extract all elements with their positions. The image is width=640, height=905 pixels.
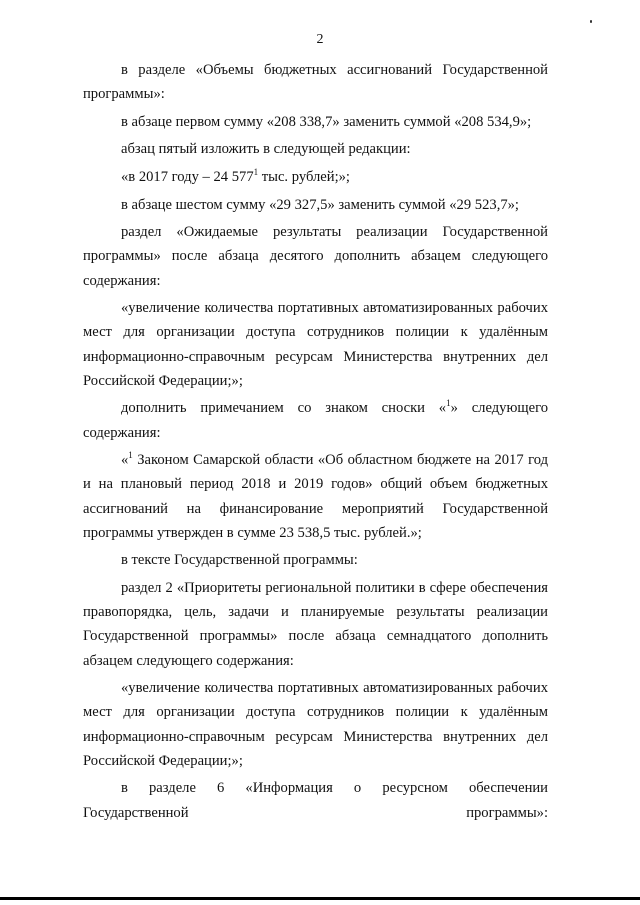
paragraph-text: раздел «Ожидаемые результаты реализации Государственной программы» после абзаца десятого дополнить абзацем следующего содержания: bbox=[83, 224, 548, 289]
paragraph-text: » следующего содержания: bbox=[83, 400, 549, 441]
paragraph-fifth-new-edition bbox=[83, 137, 548, 161]
paragraph-text: «увеличение количества портативных автоматизированных рабочих мест для организации доступа сотрудников полиции к удалённым информационно-справочным ресурсам Министерства внутренних дел Российской Федерации;»; bbox=[83, 680, 548, 769]
paragraph-text: в абзаце первом сумму «208 338,7» заменить суммой «208 534,9»; bbox=[121, 113, 532, 130]
paragraph-text: раздел 2 «Приоритеты региональной политики в сфере обеспечения правопорядка, цель, задачи и планируемые результаты реализации Государственной программы» после абзаца семнадцатого дополнить абзацем следующего содержания: bbox=[83, 579, 548, 669]
footnote-marker: 1 bbox=[128, 450, 133, 461]
paragraph-text: Законом Самарской области «Об областном бюджете на 2017 год и на плановый период 2018 и 2019 годов» общий объем бюджетных ассигнований на финансирование мероприятий Государственной программы утвержден в сумме 23 538,5 тыс. рублей.»; bbox=[83, 452, 548, 541]
paragraph-quote-workstations-2 bbox=[83, 676, 548, 773]
paragraph-quote-workstations bbox=[83, 296, 548, 393]
paragraph-first-amount bbox=[83, 110, 548, 134]
paragraph-sixth-amount bbox=[83, 193, 548, 217]
page-number: 2 bbox=[316, 32, 324, 47]
footnote-marker: 1 bbox=[253, 166, 259, 177]
paragraph-text: в абзаце шестом сумму «29 327,5» заменить суммой «29 523,7»; bbox=[121, 196, 519, 213]
scan-speck bbox=[590, 20, 592, 23]
document-body bbox=[83, 58, 548, 828]
paragraph-program-text bbox=[83, 548, 548, 572]
paragraph-add-footnote bbox=[83, 396, 548, 444]
paragraph-budget-section bbox=[83, 58, 548, 106]
paragraph-text: «в 2017 году – 24 577 bbox=[121, 168, 254, 185]
paragraph-2017-amount bbox=[83, 165, 548, 189]
scan-bottom-edge bbox=[0, 897, 640, 900]
paragraph-text: дополнить примечанием со знаком сноски « bbox=[121, 400, 447, 417]
paragraph-text: в тексте Государственной программы: bbox=[121, 552, 358, 569]
paragraph-expected-results bbox=[83, 220, 548, 293]
paragraph-text: тыс. рублей;»; bbox=[258, 168, 350, 185]
paragraph-footnote-text bbox=[83, 448, 548, 545]
paragraph-section-2 bbox=[83, 576, 548, 673]
paragraph-text: «увеличение количества портативных автоматизированных рабочих мест для организации доступа сотрудников полиции к удалённым информационно-справочным ресурсам Министерства внутренних дел Российской Федерации;»; bbox=[83, 300, 548, 389]
paragraph-text: « bbox=[121, 452, 129, 469]
paragraph-text: в разделе «Объемы бюджетных ассигнований Государственной программы»: bbox=[83, 62, 548, 103]
paragraph-text: в разделе 6 «Информация о ресурсном обеспечении Государственной программы»: bbox=[83, 780, 548, 821]
paragraph-text: абзац пятый изложить в следующей редакции: bbox=[121, 141, 411, 158]
paragraph-section-6 bbox=[83, 776, 548, 824]
footnote-marker: 1 bbox=[446, 398, 451, 409]
